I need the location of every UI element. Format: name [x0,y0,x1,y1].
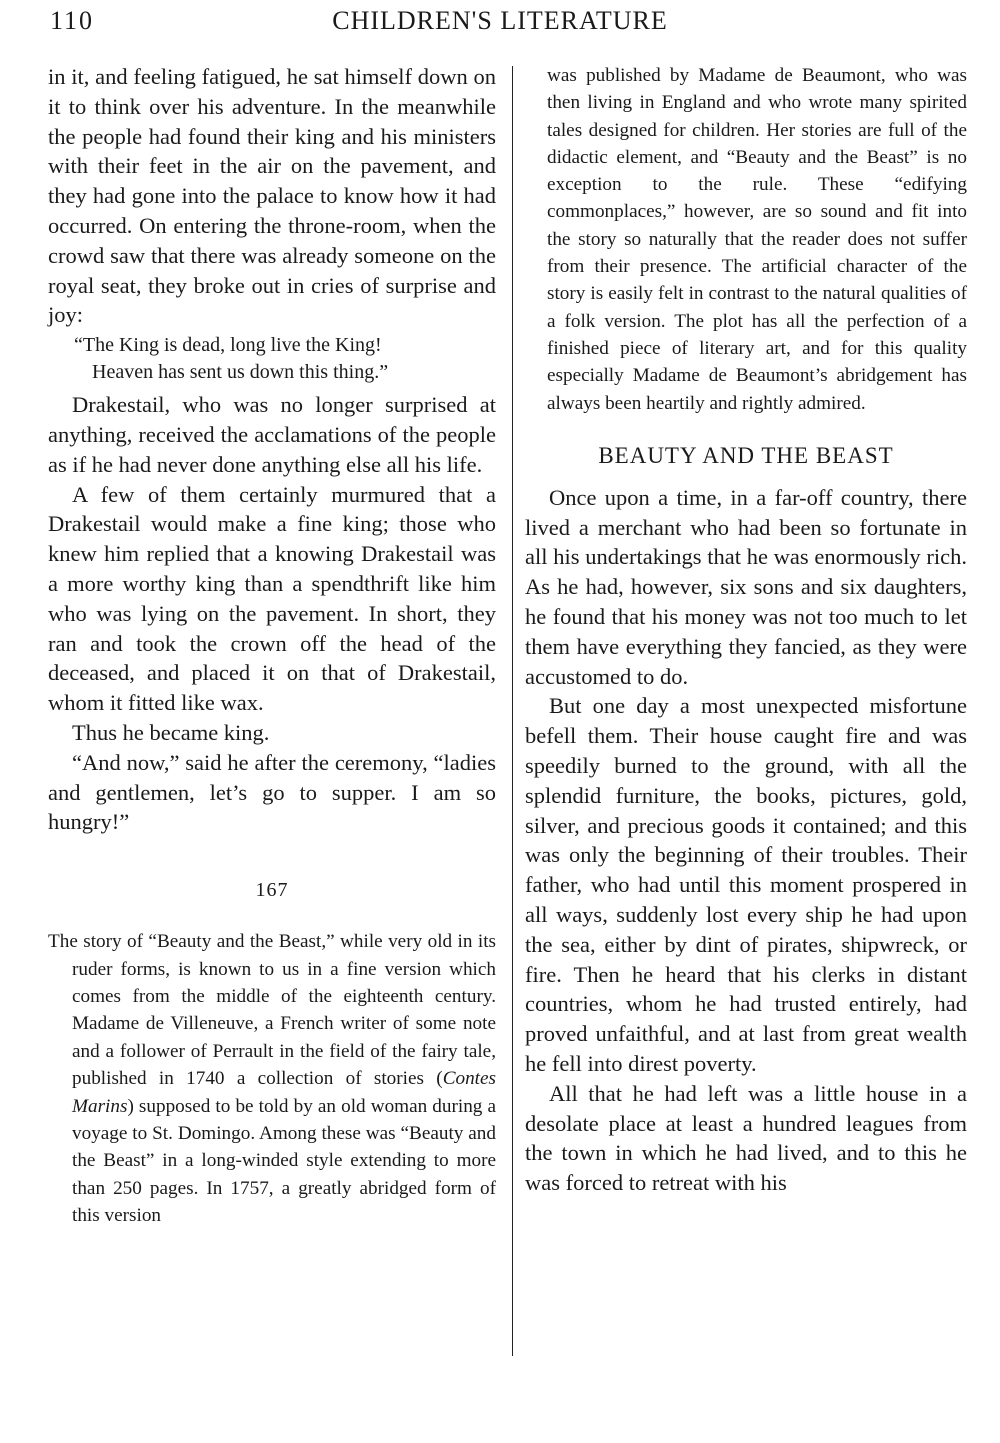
paragraph: “And now,” said he after the ceremony, “ladies and gentlemen, let’s go to supper. I am so hungry!” [48,749,496,835]
verse-line: “The King is dead, long live the King! [74,334,382,357]
editorial-introduction [48,928,496,1229]
paragraph-continued: in it, and feeling fatigued, he sat himself down on it to think over his adventure. In the meanwhile the people had found their king and his ministers with their feet in the air on the pavement, and they had gone into the palace to know how it had occurred. On entering the throne-room, when the crowd saw that there was already someone on the royal seat, they broke out in cries of surprise and joy: [48,64,496,328]
paragraph: Thus he became king. [72,719,270,745]
running-head: CHILDREN'S LITERATURE [332,6,668,35]
column-divider [512,66,513,1356]
book-title-italic: Contes Marins [72,1068,496,1117]
section-number: 167 [255,879,289,902]
verse-line: Heaven has sent us down this thing.” [92,361,389,384]
page-number: 110 [50,6,95,35]
paragraph: But one day a most unexpected misfortune befell them. Their house caught fire and was speedily burned to the ground, with all the splendid furniture, the books, pictures, gold, silver, and precious goods it contained; and this was only the beginning of their troubles. Their father, who had until this moment prospered in all ways, suddenly lost every ship he had upon the sea, either by dint of pirates, shipwreck, or fire. Then he heard that his clerks in distant countries, whom he had trusted entirely, had proved unfaithful, and at last from great wealth he fell into direst poverty. [525,693,967,1076]
intro-text: ) supposed to be told by an old woman during a voyage to St. Domingo. Among these was “Beauty and the Beast” in a long-winded style extending to more than 250 pages. In 1757, a greatly abridged form of this version [72,1095,496,1227]
right-column [525,62,967,1198]
editorial-introduction-continued: was published by Madame de Beaumont, who was then living in England and who wrote many spirited tales designed for children. Her stories are full of the didactic element, and “Beauty and the Beast” is no exception to the rule. These “edifying commonplaces,” however, are so sound and fit into the story so naturally that the reader does not suffer from their presence. The artificial character of the story is easily felt in contrast to the natural qualities of a folk version. The plot has all the perfection of a finished piece of literary art, and for this quality especially Madame de Beaumont’s abridgement has always been heartily and rightly admired. [547,65,967,414]
left-column [48,62,496,1230]
story-title: BEAUTY AND THE BEAST [598,442,894,468]
paragraph: All that he had left was a little house in a desolate place at least a hundred leagues from the town in which he had lived, and to this he was forced to retreat with his [525,1080,967,1196]
intro-text: The story of “Beauty and the Beast,” while very old in its ruder forms, is known to us in a fine version which comes from the middle of the eighteenth century. Madame de Villeneuve, a French writer of some note and a follower of Perrault in the field of the fairy tale, published in 1740 a collection of stories ( [48,931,496,1090]
paragraph: Once upon a time, in a far-off country, there lived a merchant who had been so fortunate in all his undertakings that he was enormously rich. As he had, however, six sons and six daughters, he found that his money was not too much to let them have everything they fancied, as they were accustomed to do. [525,484,967,689]
verse-quote [48,332,496,386]
paragraph: Drakestail, who was no longer surprised at anything, received the acclamations of the people as if he had never done anything else all his life. [48,392,496,477]
paragraph: A few of them certainly murmured that a Drakestail would make a fine king; those who knew him replied that a knowing Drakestail was a more worthy king than a spendthrift like him who was lying on the pavement. In short, they ran and took the crown off the head of the deceased, and placed it on that of Drakestail, whom it fitted like wax. [48,481,496,716]
